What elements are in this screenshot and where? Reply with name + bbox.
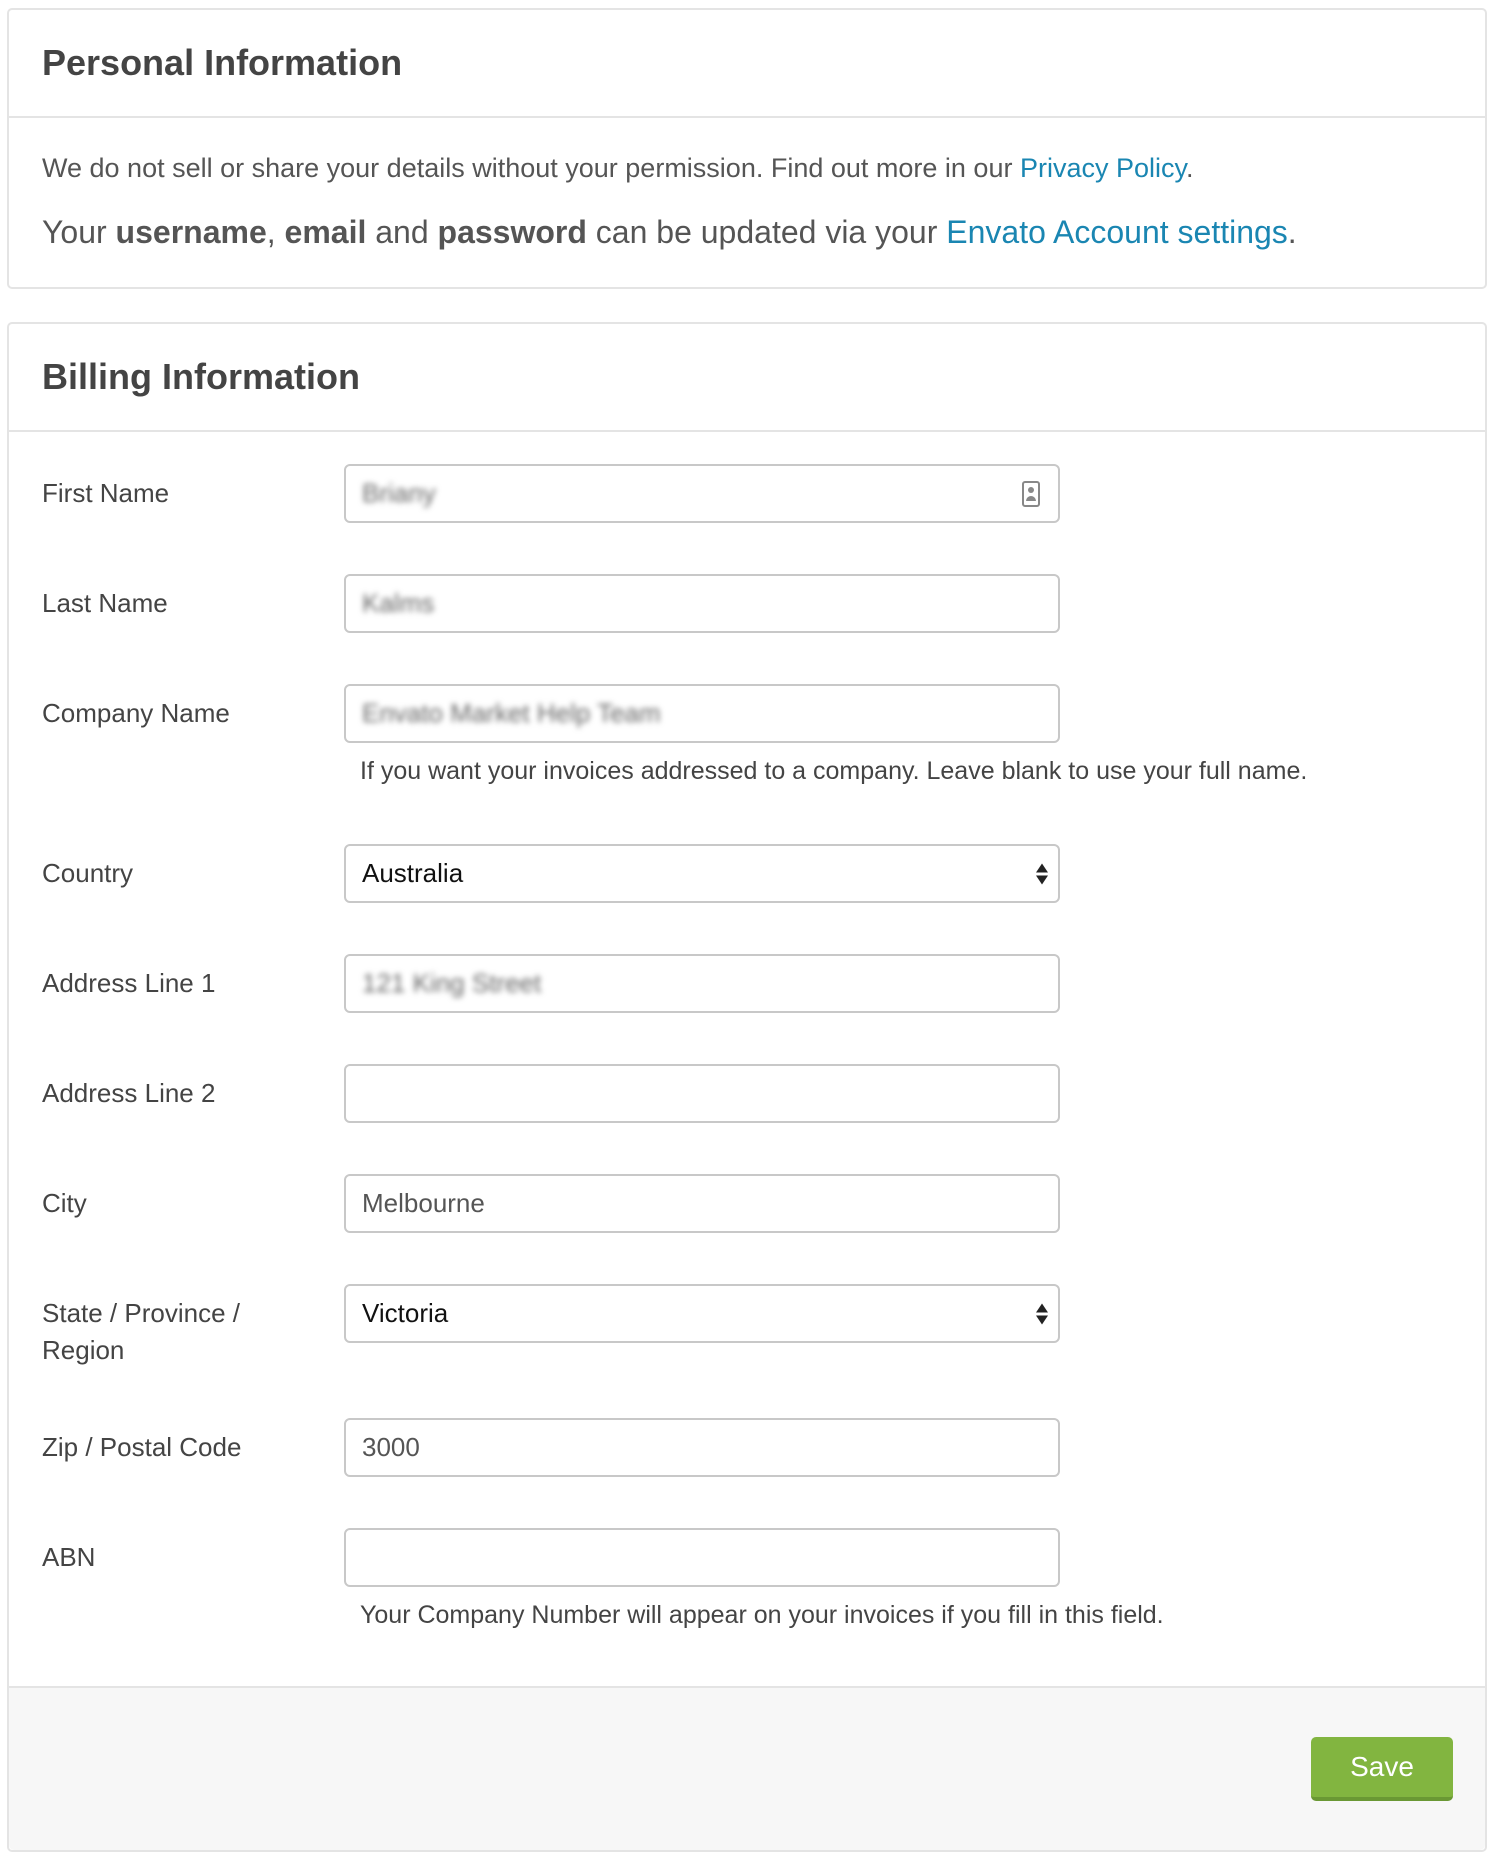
account-notice-middle: can be updated via your <box>586 214 947 250</box>
city-input[interactable] <box>344 1174 1060 1233</box>
account-notice-and: and <box>366 214 438 250</box>
zip-input[interactable] <box>344 1418 1060 1477</box>
abn-hint: Your Company Number will appear on your invoices if you fill in this field. <box>360 1601 1164 1629</box>
billing-information-panel <box>7 322 1487 1852</box>
address-line-1-value: 121 King Street <box>362 968 542 998</box>
address-line-2-input[interactable] <box>344 1064 1060 1123</box>
chevron-up-down-icon <box>1036 1303 1048 1324</box>
first-name-value: Briany <box>362 478 436 508</box>
city-label: City <box>42 1188 87 1218</box>
contact-card-icon[interactable] <box>1022 481 1040 507</box>
address-line-2-label: Address Line 2 <box>42 1078 216 1108</box>
last-name-label: Last Name <box>42 588 168 618</box>
company-name-hint: If you want your invoices addressed to a company. Leave blank to use your full name. <box>360 757 1308 785</box>
account-settings-notice <box>42 214 1297 251</box>
account-notice-comma: , <box>266 214 285 250</box>
company-name-value: Envato Market Help Team <box>362 698 661 728</box>
abn-label: ABN <box>42 1542 96 1572</box>
last-name-input[interactable] <box>344 574 1060 633</box>
address-line-1-label: Address Line 1 <box>42 968 216 998</box>
privacy-notice-end: . <box>1186 153 1194 183</box>
account-notice-prefix: Your <box>42 214 116 250</box>
envato-account-settings-link[interactable]: Envato Account settings <box>946 214 1288 250</box>
state-value: Victoria <box>362 1298 449 1328</box>
zip-label: Zip / Postal Code <box>42 1432 242 1462</box>
abn-input[interactable] <box>344 1528 1060 1587</box>
account-notice-end: . <box>1287 214 1297 250</box>
state-label-line1: State / Province / <box>42 1298 240 1328</box>
personal-information-title: Personal Information <box>42 42 403 83</box>
personal-information-header <box>9 10 1485 118</box>
username-keyword: username <box>115 214 267 250</box>
first-name-input[interactable] <box>344 464 1060 523</box>
state-label-line2: Region <box>42 1335 125 1365</box>
country-value: Australia <box>362 858 464 888</box>
state-select[interactable] <box>344 1284 1060 1343</box>
password-keyword: password <box>437 214 587 250</box>
country-label: Country <box>42 858 134 888</box>
billing-form-footer <box>9 1686 1485 1850</box>
privacy-notice-text: We do not sell or share your details without your permission. Find out more in our <box>42 153 1020 183</box>
billing-information-header <box>9 324 1485 432</box>
address-line-1-input[interactable] <box>344 954 1060 1013</box>
company-name-input[interactable] <box>344 684 1060 743</box>
first-name-label: First Name <box>42 478 170 508</box>
personal-information-panel <box>7 8 1487 289</box>
save-button[interactable]: Save <box>1311 1737 1453 1801</box>
company-name-label: Company Name <box>42 698 230 728</box>
state-label <box>42 1295 302 1369</box>
chevron-up-down-icon <box>1036 863 1048 884</box>
billing-information-title: Billing Information <box>42 356 360 397</box>
email-keyword: email <box>284 214 367 250</box>
privacy-notice <box>42 153 1194 184</box>
zip-value: 3000 <box>362 1432 420 1462</box>
last-name-value: Kalms <box>362 588 435 618</box>
city-value: Melbourne <box>362 1188 485 1218</box>
country-select[interactable] <box>344 844 1060 903</box>
privacy-policy-link[interactable]: Privacy Policy <box>1019 153 1187 183</box>
